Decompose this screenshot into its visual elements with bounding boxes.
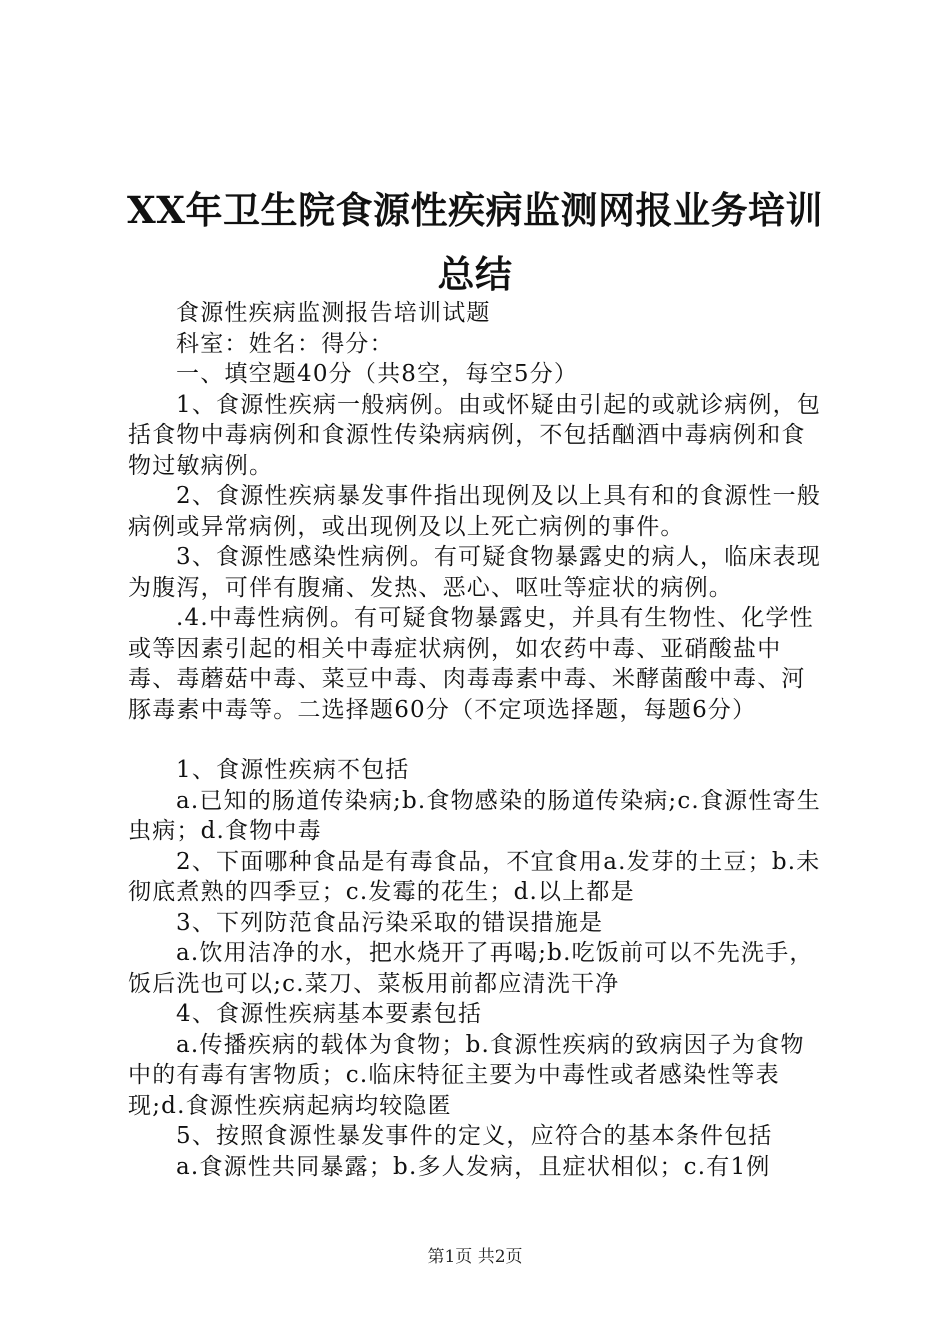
page-footer: 第1页 共2页 — [427, 1247, 523, 1267]
paragraph-question-1: 1、食源性疾病不包括 — [176, 757, 410, 783]
paragraph-question-3: 3、下列防范食品污染采取的错误措施是 — [176, 909, 604, 936]
document-title: XX年卫生院食源性疾病监测网报业务培训总结 — [127, 188, 823, 296]
paragraph-fill-1: 1、食源性疾病一般病例。由或怀疑由引起的或就诊病例，包括食物中毒病例和食源性传染病病例，不包括酗酒中毒病例和食物过敏病例。 — [128, 391, 822, 479]
paragraph-question-5: 5、按照食源性暴发事件的定义，应符合的基本条件包括 — [176, 1123, 773, 1149]
paragraph-fill-4: .4.中毒性病例。有可疑食物暴露史，并具有生物性、化学性或等因素引起的相关中毒症状病例，如农药中毒、亚硝酸盐中毒、毒蘑菇中毒、菜豆中毒、肉毒毒素中毒、米酵菌酸中毒、河豚毒素中毒等。二选择题60分（不定项选择题，每题6分） — [128, 605, 814, 723]
paragraph-options-5: a.食源性共同暴露；b.多人发病，且症状相似；c.有1例 — [176, 1153, 771, 1180]
document-body — [128, 298, 828, 1182]
paragraph-fill-2: 2、食源性疾病暴发事件指出现例及以上具有和的食源性一般病例或异常病例，或出现例及以上死亡病例的事件。 — [128, 483, 822, 540]
paragraph-exam-title: 食源性疾病监测报告培训试题 — [176, 300, 491, 326]
paragraph-fields: 科室：姓名：得分： — [176, 330, 394, 357]
paragraph-section-fill: 一、填空题40分（共8空，每空5分） — [176, 361, 579, 387]
paragraph-gap — [128, 725, 828, 755]
paragraph-options-3: a.饮用洁净的水，把水烧开了再喝;b.吃饭前可以不先洗手，饭后洗也可以;c.菜刀、菜板用前都应清洗干净 — [128, 940, 814, 997]
paragraph-question-4: 4、食源性疾病基本要素包括 — [176, 1001, 483, 1027]
paragraph-fill-3: 3、食源性感染性病例。有可疑食物暴露史的病人，临床表现为腹泻，可伴有腹痛、发热、恶心、呕吐等症状的病例。 — [128, 544, 822, 601]
paragraph-question-2: 2、下面哪种食品是有毒食品，不宜食用a.发芽的土豆；b.未彻底煮熟的四季豆；c.发霉的花生；d.以上都是 — [128, 848, 821, 905]
paragraph-options-1: a.已知的肠道传染病;b.食物感染的肠道传染病;c.食源性寄生虫病；d.食物中毒 — [128, 787, 821, 844]
paragraph-options-4: a.传播疾病的载体为食物；b.食源性疾病的致病因子为食物中的有毒有害物质；c.临床特征主要为中毒性或者感染性等表现;d.食源性疾病起病均较隐匿 — [128, 1031, 805, 1119]
